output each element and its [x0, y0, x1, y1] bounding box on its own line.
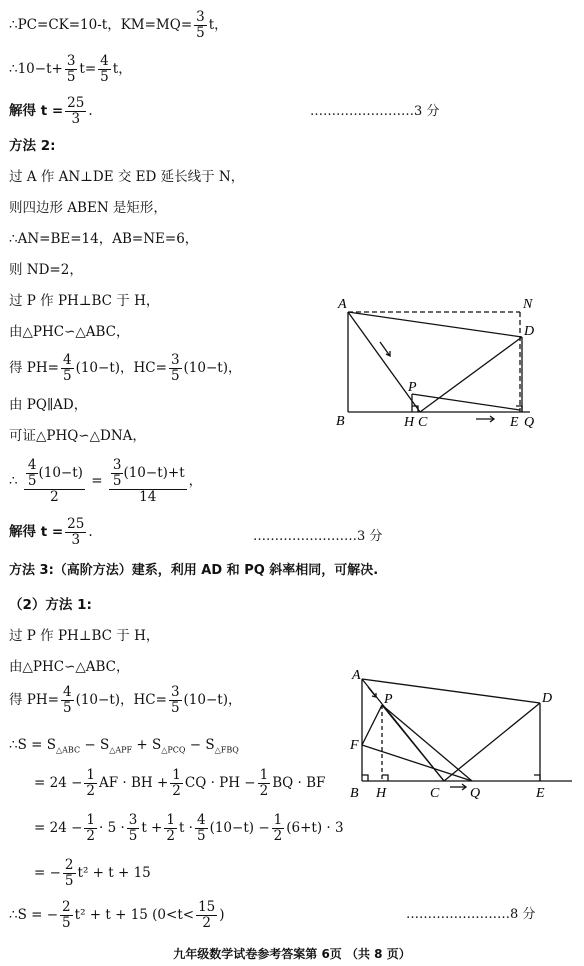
segment-fp [362, 705, 382, 745]
text: ， [188, 473, 203, 489]
text: 解得 t = [9, 103, 64, 119]
arrow-shaft-1 [368, 687, 376, 697]
text: 得 PH= [9, 360, 59, 376]
text: . [88, 103, 93, 119]
area-step-2: = 24 − $\frac{1}{2}$ · 5 · $\frac{3}{5}$ t + $\frac{1}{2}$ t · $\frac{4}{5}$ (10−t) − $\frac{1}{2}$ (6+t) · 3 [34, 812, 344, 844]
method-2-line-9: 可证△PHQ∽△DNA， [9, 428, 146, 444]
text: . [88, 524, 93, 540]
method-2-line-8: 由 PQ∥AD， [9, 397, 88, 413]
segment-pc [382, 705, 444, 781]
label-e: E [510, 415, 519, 430]
text: = [91, 473, 103, 489]
method-2-line-3: ∴AN=BE=14，AB=NE=6， [9, 231, 199, 247]
method-2-line-2: 则四边形 ABEN 是矩形， [9, 200, 167, 216]
label-a: A [352, 668, 361, 683]
text: t， [112, 61, 132, 77]
method-3: 方法 3:（高阶方法）建系，利用 AD 和 PQ 斜率相同，可解决. [9, 563, 379, 578]
label-h: H [376, 786, 387, 801]
area-final: ∴S = − $\frac{2}{5}$ t² + t + 15 (0<t< $\frac{15}{2}$ ) [9, 899, 225, 931]
label-b: B [336, 414, 345, 429]
label-q: Q [470, 786, 481, 801]
fraction: $\frac{3}{5}$ [170, 352, 180, 384]
text: 解得 t = [9, 524, 64, 540]
fraction: $\frac{3}{5}$ [196, 9, 205, 41]
figure-method-2 [330, 292, 560, 432]
label-e: E [536, 786, 545, 801]
text: ∴ [9, 473, 18, 489]
text: (10−t)，HC= [75, 360, 167, 376]
fraction: $\frac{25}{3}$ [67, 95, 85, 127]
segment-dc [420, 337, 522, 412]
text: (10−t)， [183, 360, 242, 376]
big-fraction-right: $\frac{3}{5}$ (10−t)+t 14 [109, 458, 187, 505]
text: t， [208, 17, 228, 33]
part-2-line-3 [9, 685, 241, 716]
text: (10−t)， [183, 692, 242, 708]
text: ∴PC=CK=10-t，KM=MQ= [9, 17, 193, 33]
fraction: $\frac{4}{5}$ [62, 352, 72, 384]
text: 得 PH= [9, 692, 59, 708]
fraction: $\frac{25}{3}$ [67, 516, 85, 548]
fraction: $\frac{3}{5}$ [66, 53, 76, 85]
method-2-line-1: 过 A 作 AN⊥DE 交 ED 延长线于 N， [9, 169, 245, 185]
arrow-shaft-1 [380, 342, 390, 356]
right-angle-h [382, 775, 388, 781]
method-2-line-7 [9, 353, 241, 384]
text: t= [79, 61, 97, 77]
label-c: C [430, 786, 440, 801]
label-d: D [524, 324, 535, 339]
part-2-heading: （2）方法 1: [9, 597, 92, 613]
segment-pq [382, 705, 472, 781]
segment-ad [348, 312, 522, 337]
method-2-proportion [9, 458, 202, 505]
method-2-heading: 方法 2: [9, 138, 56, 154]
label-a: A [338, 297, 347, 312]
part-2-line-2: 由△PHC∽△ABC， [9, 659, 130, 675]
label-q: Q [524, 415, 535, 430]
right-angle-b [362, 775, 368, 781]
part-2-line-1: 过 P 作 PH⊥BC 于 H， [9, 628, 160, 644]
area-expression: ∴S = $S_{\triangle ABC} - S_{\triangle APF} + S_{\triangle PCQ} - S_{\triangle FBQ}$ [9, 737, 239, 755]
line-solve-1 [9, 96, 93, 127]
area-step-1: = 24 − $\frac{1}{2}$ AF · BH + $\frac{1}{2}$ CQ · PH − $\frac{1}{2}$ BQ · BF [34, 767, 326, 799]
label-d: D [542, 691, 553, 706]
label-f: F [350, 738, 359, 753]
label-h: H [404, 415, 415, 430]
big-fraction-left: $\frac{4}{5}$ (10−t) 2 [24, 458, 85, 505]
score-mark-2: ……………………3 分 [253, 529, 383, 544]
text: (10−t)，HC= [75, 692, 167, 708]
label-p: P [408, 380, 417, 395]
text: ∴10−t+ [9, 61, 63, 77]
right-angle-e [534, 775, 540, 781]
fraction: $\frac{3}{5}$ [170, 684, 180, 716]
fraction: $\frac{4}{5}$ [100, 53, 109, 85]
method-2-line-6: 由△PHC∽△ABC， [9, 324, 130, 340]
line-equation-1 [9, 54, 132, 85]
area-step-3: = − $\frac{2}{5}$ t² + t + 15 [34, 857, 151, 889]
segment-ac [348, 312, 420, 412]
score-mark-1: ……………………3 分 [310, 104, 440, 119]
segment-pq [412, 394, 520, 410]
label-n: N [523, 297, 533, 312]
method-2-line-5: 过 P 作 PH⊥BC 于 H， [9, 293, 160, 309]
method-2-line-4: 则 ND=2， [9, 262, 83, 278]
segment-fq [362, 745, 472, 781]
line-pc-ck [9, 10, 228, 41]
score-mark-3: ……………………8 分 [406, 907, 536, 922]
page-footer: 九年级数学试卷参考答案第 6页 （共 8 页） [173, 947, 411, 961]
fraction: $\frac{4}{5}$ [62, 684, 72, 716]
figure-part-2 [340, 665, 580, 805]
method-2-solve [9, 517, 93, 548]
label-p: P [384, 692, 393, 707]
label-c: C [418, 415, 428, 430]
label-b: B [350, 786, 359, 801]
